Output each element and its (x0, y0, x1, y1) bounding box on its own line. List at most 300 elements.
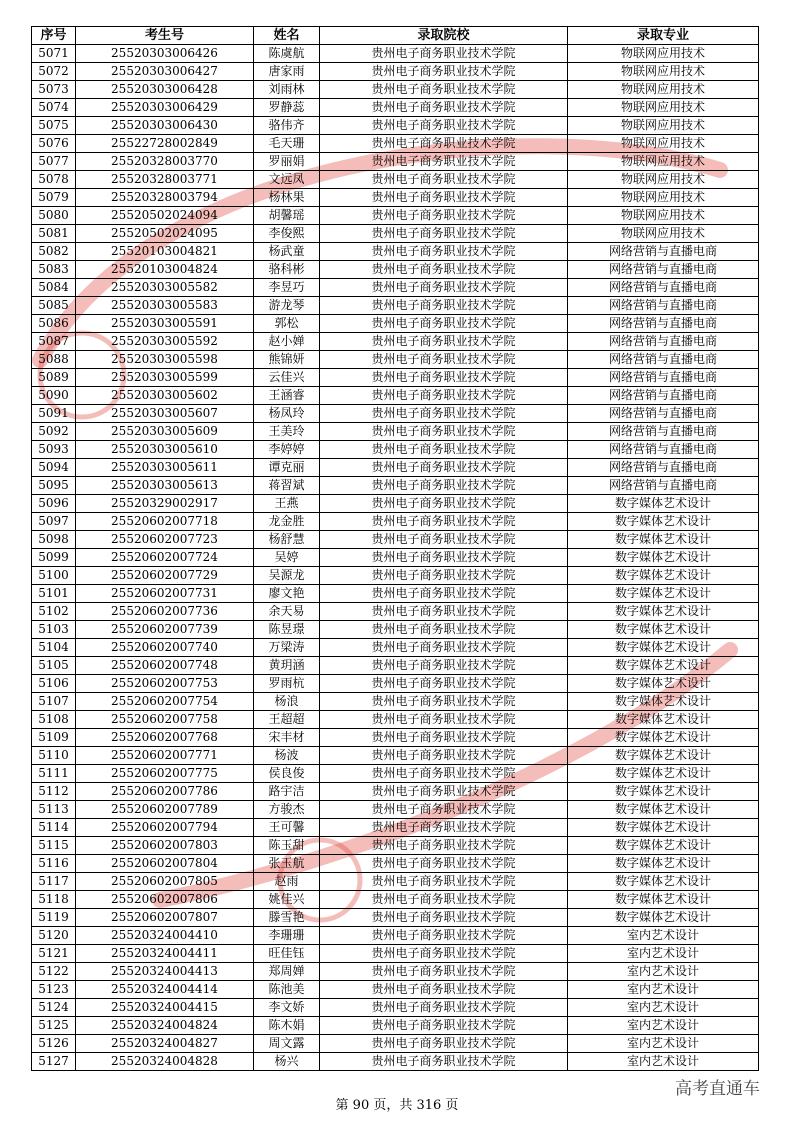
table-row (32, 657, 759, 675)
cell-school: 贵州电子商务职业技术学院 (320, 639, 568, 657)
cell-school: 贵州电子商务职业技术学院 (320, 675, 568, 693)
cell-major: 网络营销与直播电商 (568, 279, 759, 297)
cell-exam-id: 25520602007794 (76, 819, 254, 837)
column-header-major: 录取专业 (568, 27, 759, 45)
cell-seq: 5083 (32, 261, 76, 279)
cell-major: 室内艺术设计 (568, 999, 759, 1017)
cell-exam-id: 25520103004824 (76, 261, 254, 279)
cell-school: 贵州电子商务职业技术学院 (320, 1035, 568, 1053)
cell-name: 王燕 (254, 495, 320, 513)
table-row (32, 549, 759, 567)
cell-school: 贵州电子商务职业技术学院 (320, 63, 568, 81)
cell-name: 罗丽娟 (254, 153, 320, 171)
cell-school: 贵州电子商务职业技术学院 (320, 603, 568, 621)
table-row (32, 441, 759, 459)
table-row (32, 279, 759, 297)
cell-exam-id: 25520324004414 (76, 981, 254, 999)
cell-major: 室内艺术设计 (568, 945, 759, 963)
cell-name: 吴源龙 (254, 567, 320, 585)
cell-seq: 5097 (32, 513, 76, 531)
cell-school: 贵州电子商务职业技术学院 (320, 909, 568, 927)
table-row (32, 963, 759, 981)
table-row (32, 45, 759, 63)
cell-exam-id: 25520328003770 (76, 153, 254, 171)
table-row (32, 1053, 759, 1071)
cell-exam-id: 25520324004828 (76, 1053, 254, 1071)
cell-seq: 5108 (32, 711, 76, 729)
cell-seq: 5076 (32, 135, 76, 153)
cell-school: 贵州电子商务职业技术学院 (320, 99, 568, 117)
cell-exam-id: 25520303005602 (76, 387, 254, 405)
cell-major: 网络营销与直播电商 (568, 243, 759, 261)
cell-name: 陈池美 (254, 981, 320, 999)
cell-exam-id: 25520502024095 (76, 225, 254, 243)
cell-name: 唐家雨 (254, 63, 320, 81)
cell-name: 杨舒慧 (254, 531, 320, 549)
cell-exam-id: 25520328003771 (76, 171, 254, 189)
cell-school: 贵州电子商务职业技术学院 (320, 549, 568, 567)
cell-name: 滕雪艳 (254, 909, 320, 927)
cell-school: 贵州电子商务职业技术学院 (320, 567, 568, 585)
cell-seq: 5092 (32, 423, 76, 441)
cell-seq: 5094 (32, 459, 76, 477)
cell-major: 网络营销与直播电商 (568, 405, 759, 423)
cell-seq: 5114 (32, 819, 76, 837)
cell-name: 杨凤玲 (254, 405, 320, 423)
cell-school: 贵州电子商务职业技术学院 (320, 279, 568, 297)
cell-seq: 5088 (32, 351, 76, 369)
cell-seq: 5084 (32, 279, 76, 297)
cell-seq: 5071 (32, 45, 76, 63)
cell-exam-id: 25522728002849 (76, 135, 254, 153)
cell-exam-id: 25520324004411 (76, 945, 254, 963)
cell-name: 李文娇 (254, 999, 320, 1017)
cell-seq: 5104 (32, 639, 76, 657)
cell-school: 贵州电子商务职业技术学院 (320, 801, 568, 819)
cell-seq: 5073 (32, 81, 76, 99)
cell-major: 数字媒体艺术设计 (568, 873, 759, 891)
cell-exam-id: 25520602007786 (76, 783, 254, 801)
cell-exam-id: 25520303005607 (76, 405, 254, 423)
cell-major: 数字媒体艺术设计 (568, 837, 759, 855)
table-row (32, 117, 759, 135)
table-row (32, 243, 759, 261)
table-row (32, 675, 759, 693)
cell-exam-id: 25520303006428 (76, 81, 254, 99)
cell-school: 贵州电子商务职业技术学院 (320, 531, 568, 549)
cell-school: 贵州电子商务职业技术学院 (320, 765, 568, 783)
cell-seq: 5075 (32, 117, 76, 135)
cell-school: 贵州电子商务职业技术学院 (320, 1053, 568, 1071)
table-row (32, 225, 759, 243)
table-row (32, 63, 759, 81)
cell-seq: 5072 (32, 63, 76, 81)
cell-seq: 5089 (32, 369, 76, 387)
cell-seq: 5106 (32, 675, 76, 693)
column-header-exam-id: 考生号 (76, 27, 254, 45)
cell-name: 王涵睿 (254, 387, 320, 405)
cell-exam-id: 25520602007748 (76, 657, 254, 675)
cell-major: 数字媒体艺术设计 (568, 621, 759, 639)
cell-name: 杨兴 (254, 1053, 320, 1071)
cell-seq: 5074 (32, 99, 76, 117)
cell-exam-id: 25520602007736 (76, 603, 254, 621)
table-header-row (32, 27, 759, 45)
table-row (32, 171, 759, 189)
cell-seq: 5078 (32, 171, 76, 189)
cell-exam-id: 25520328003794 (76, 189, 254, 207)
cell-school: 贵州电子商务职业技术学院 (320, 747, 568, 765)
admission-table-container (31, 26, 758, 1071)
cell-name: 熊锦妍 (254, 351, 320, 369)
cell-name: 黄玥涵 (254, 657, 320, 675)
cell-exam-id: 25520303005582 (76, 279, 254, 297)
cell-seq: 5082 (32, 243, 76, 261)
cell-seq: 5098 (32, 531, 76, 549)
cell-name: 万梁涛 (254, 639, 320, 657)
cell-school: 贵州电子商务职业技术学院 (320, 135, 568, 153)
table-row (32, 135, 759, 153)
cell-name: 路宇洁 (254, 783, 320, 801)
cell-major: 物联网应用技术 (568, 63, 759, 81)
cell-major: 网络营销与直播电商 (568, 315, 759, 333)
table-row (32, 513, 759, 531)
cell-seq: 5115 (32, 837, 76, 855)
cell-name: 旺佳钰 (254, 945, 320, 963)
cell-major: 数字媒体艺术设计 (568, 729, 759, 747)
cell-seq: 5085 (32, 297, 76, 315)
table-row (32, 459, 759, 477)
cell-school: 贵州电子商务职业技术学院 (320, 873, 568, 891)
cell-name: 刘雨林 (254, 81, 320, 99)
cell-seq: 5105 (32, 657, 76, 675)
cell-school: 贵州电子商务职业技术学院 (320, 963, 568, 981)
cell-seq: 5095 (32, 477, 76, 495)
cell-school: 贵州电子商务职业技术学院 (320, 1017, 568, 1035)
cell-seq: 5120 (32, 927, 76, 945)
cell-seq: 5087 (32, 333, 76, 351)
table-row (32, 927, 759, 945)
cell-seq: 5123 (32, 981, 76, 999)
cell-exam-id: 25520303006429 (76, 99, 254, 117)
table-row (32, 639, 759, 657)
cell-major: 数字媒体艺术设计 (568, 675, 759, 693)
cell-seq: 5107 (32, 693, 76, 711)
table-row (32, 189, 759, 207)
cell-exam-id: 25520502024094 (76, 207, 254, 225)
cell-school: 贵州电子商务职业技术学院 (320, 693, 568, 711)
cell-major: 网络营销与直播电商 (568, 297, 759, 315)
cell-seq: 5091 (32, 405, 76, 423)
table-row (32, 1035, 759, 1053)
cell-name: 王美玲 (254, 423, 320, 441)
cell-name: 游龙琴 (254, 297, 320, 315)
cell-seq: 5090 (32, 387, 76, 405)
table-row (32, 297, 759, 315)
cell-school: 贵州电子商务职业技术学院 (320, 837, 568, 855)
cell-exam-id: 25520103004821 (76, 243, 254, 261)
cell-seq: 5119 (32, 909, 76, 927)
cell-seq: 5126 (32, 1035, 76, 1053)
table-row (32, 423, 759, 441)
cell-major: 网络营销与直播电商 (568, 333, 759, 351)
table-row (32, 945, 759, 963)
cell-exam-id: 25520602007807 (76, 909, 254, 927)
cell-major: 数字媒体艺术设计 (568, 495, 759, 513)
table-row (32, 837, 759, 855)
cell-name: 张玉航 (254, 855, 320, 873)
cell-name: 陈昱璟 (254, 621, 320, 639)
table-row (32, 855, 759, 873)
cell-name: 杨浪 (254, 693, 320, 711)
cell-seq: 5121 (32, 945, 76, 963)
cell-school: 贵州电子商务职业技术学院 (320, 333, 568, 351)
cell-exam-id: 25520602007771 (76, 747, 254, 765)
cell-school: 贵州电子商务职业技术学院 (320, 243, 568, 261)
cell-exam-id: 25520303005591 (76, 315, 254, 333)
cell-exam-id: 25520303006427 (76, 63, 254, 81)
cell-major: 数字媒体艺术设计 (568, 567, 759, 585)
cell-exam-id: 25520303005611 (76, 459, 254, 477)
cell-major: 数字媒体艺术设计 (568, 783, 759, 801)
cell-seq: 5112 (32, 783, 76, 801)
cell-name: 李珊珊 (254, 927, 320, 945)
cell-exam-id: 25520602007731 (76, 585, 254, 603)
cell-exam-id: 25520602007718 (76, 513, 254, 531)
cell-exam-id: 25520303005609 (76, 423, 254, 441)
cell-exam-id: 25520602007803 (76, 837, 254, 855)
cell-major: 网络营销与直播电商 (568, 423, 759, 441)
cell-major: 网络营销与直播电商 (568, 369, 759, 387)
cell-school: 贵州电子商务职业技术学院 (320, 585, 568, 603)
cell-school: 贵州电子商务职业技术学院 (320, 189, 568, 207)
cell-school: 贵州电子商务职业技术学院 (320, 459, 568, 477)
cell-name: 骆伟齐 (254, 117, 320, 135)
cell-exam-id: 25520602007729 (76, 567, 254, 585)
table-row (32, 981, 759, 999)
cell-exam-id: 25520303005592 (76, 333, 254, 351)
cell-exam-id: 25520303006426 (76, 45, 254, 63)
cell-exam-id: 25520602007740 (76, 639, 254, 657)
table-row (32, 495, 759, 513)
cell-major: 数字媒体艺术设计 (568, 639, 759, 657)
cell-seq: 5080 (32, 207, 76, 225)
table-row (32, 99, 759, 117)
cell-school: 贵州电子商务职业技术学院 (320, 387, 568, 405)
cell-name: 罗静蕊 (254, 99, 320, 117)
cell-seq: 5109 (32, 729, 76, 747)
table-row (32, 891, 759, 909)
cell-name: 廖文艳 (254, 585, 320, 603)
cell-exam-id: 25520329002917 (76, 495, 254, 513)
cell-seq: 5103 (32, 621, 76, 639)
cell-name: 吴婷 (254, 549, 320, 567)
cell-school: 贵州电子商务职业技术学院 (320, 261, 568, 279)
cell-exam-id: 25520324004410 (76, 927, 254, 945)
cell-major: 物联网应用技术 (568, 207, 759, 225)
cell-major: 数字媒体艺术设计 (568, 585, 759, 603)
cell-name: 周文露 (254, 1035, 320, 1053)
cell-exam-id: 25520602007723 (76, 531, 254, 549)
cell-name: 余天易 (254, 603, 320, 621)
table-row (32, 783, 759, 801)
cell-school: 贵州电子商务职业技术学院 (320, 729, 568, 747)
cell-seq: 5116 (32, 855, 76, 873)
cell-name: 李婷婷 (254, 441, 320, 459)
table-row (32, 1017, 759, 1035)
cell-name: 李俊熙 (254, 225, 320, 243)
cell-school: 贵州电子商务职业技术学院 (320, 495, 568, 513)
cell-seq: 5100 (32, 567, 76, 585)
cell-major: 网络营销与直播电商 (568, 387, 759, 405)
cell-major: 室内艺术设计 (568, 1017, 759, 1035)
cell-seq: 5118 (32, 891, 76, 909)
cell-major: 物联网应用技术 (568, 153, 759, 171)
table-row (32, 567, 759, 585)
table-row (32, 711, 759, 729)
cell-seq: 5102 (32, 603, 76, 621)
cell-exam-id: 25520602007804 (76, 855, 254, 873)
cell-major: 物联网应用技术 (568, 45, 759, 63)
column-header-name: 姓名 (254, 27, 320, 45)
cell-major: 数字媒体艺术设计 (568, 657, 759, 675)
table-row (32, 765, 759, 783)
cell-exam-id: 25520324004413 (76, 963, 254, 981)
cell-major: 物联网应用技术 (568, 171, 759, 189)
cell-school: 贵州电子商务职业技术学院 (320, 117, 568, 135)
cell-name: 赵小婵 (254, 333, 320, 351)
cell-major: 数字媒体艺术设计 (568, 513, 759, 531)
cell-name: 毛天珊 (254, 135, 320, 153)
cell-school: 贵州电子商务职业技术学院 (320, 297, 568, 315)
cell-name: 王可馨 (254, 819, 320, 837)
cell-name: 文远凤 (254, 171, 320, 189)
table-row (32, 603, 759, 621)
table-row (32, 729, 759, 747)
cell-major: 数字媒体艺术设计 (568, 747, 759, 765)
cell-seq: 5081 (32, 225, 76, 243)
cell-name: 宋丰材 (254, 729, 320, 747)
cell-major: 数字媒体艺术设计 (568, 891, 759, 909)
cell-name: 杨波 (254, 747, 320, 765)
cell-exam-id: 25520303005613 (76, 477, 254, 495)
table-row (32, 315, 759, 333)
table-row (32, 207, 759, 225)
column-header-seq: 序号 (32, 27, 76, 45)
cell-major: 物联网应用技术 (568, 81, 759, 99)
cell-major: 物联网应用技术 (568, 189, 759, 207)
table-row (32, 387, 759, 405)
cell-major: 数字媒体艺术设计 (568, 603, 759, 621)
cell-major: 数字媒体艺术设计 (568, 549, 759, 567)
cell-exam-id: 25520602007754 (76, 693, 254, 711)
cell-exam-id: 25520602007753 (76, 675, 254, 693)
table-row (32, 999, 759, 1017)
cell-school: 贵州电子商务职业技术学院 (320, 855, 568, 873)
cell-school: 贵州电子商务职业技术学院 (320, 999, 568, 1017)
cell-school: 贵州电子商务职业技术学院 (320, 819, 568, 837)
cell-school: 贵州电子商务职业技术学院 (320, 891, 568, 909)
cell-seq: 5099 (32, 549, 76, 567)
table-row (32, 873, 759, 891)
cell-major: 物联网应用技术 (568, 117, 759, 135)
table-body (32, 45, 759, 1071)
cell-school: 贵州电子商务职业技术学院 (320, 711, 568, 729)
table-row (32, 333, 759, 351)
table-row (32, 351, 759, 369)
cell-seq: 5122 (32, 963, 76, 981)
cell-major: 室内艺术设计 (568, 963, 759, 981)
cell-school: 贵州电子商务职业技术学院 (320, 621, 568, 639)
cell-exam-id: 25520602007789 (76, 801, 254, 819)
cell-major: 数字媒体艺术设计 (568, 531, 759, 549)
cell-major: 室内艺术设计 (568, 927, 759, 945)
cell-name: 谭克丽 (254, 459, 320, 477)
table-row (32, 801, 759, 819)
cell-exam-id: 25520303006430 (76, 117, 254, 135)
cell-major: 室内艺术设计 (568, 1035, 759, 1053)
cell-school: 贵州电子商务职业技术学院 (320, 657, 568, 675)
cell-major: 数字媒体艺术设计 (568, 855, 759, 873)
cell-major: 室内艺术设计 (568, 981, 759, 999)
cell-name: 李昱巧 (254, 279, 320, 297)
cell-name: 赵雨 (254, 873, 320, 891)
cell-major: 网络营销与直播电商 (568, 261, 759, 279)
cell-name: 郭松 (254, 315, 320, 333)
cell-name: 侯良俊 (254, 765, 320, 783)
cell-school: 贵州电子商务职业技术学院 (320, 981, 568, 999)
cell-major: 网络营销与直播电商 (568, 477, 759, 495)
table-row (32, 261, 759, 279)
cell-exam-id: 25520602007724 (76, 549, 254, 567)
cell-seq: 5096 (32, 495, 76, 513)
cell-name: 陈玉甜 (254, 837, 320, 855)
cell-seq: 5079 (32, 189, 76, 207)
cell-exam-id: 25520602007775 (76, 765, 254, 783)
admission-table (31, 26, 759, 1071)
cell-school: 贵州电子商务职业技术学院 (320, 369, 568, 387)
cell-school: 贵州电子商务职业技术学院 (320, 81, 568, 99)
table-row (32, 819, 759, 837)
cell-major: 物联网应用技术 (568, 135, 759, 153)
cell-exam-id: 25520602007739 (76, 621, 254, 639)
cell-school: 贵州电子商务职业技术学院 (320, 945, 568, 963)
cell-name: 姚佳兴 (254, 891, 320, 909)
cell-school: 贵州电子商务职业技术学院 (320, 927, 568, 945)
cell-seq: 5101 (32, 585, 76, 603)
cell-school: 贵州电子商务职业技术学院 (320, 513, 568, 531)
cell-seq: 5117 (32, 873, 76, 891)
table-row (32, 81, 759, 99)
cell-exam-id: 25520602007758 (76, 711, 254, 729)
table-row (32, 405, 759, 423)
cell-school: 贵州电子商务职业技术学院 (320, 45, 568, 63)
table-row (32, 621, 759, 639)
cell-exam-id: 25520602007806 (76, 891, 254, 909)
cell-name: 王超超 (254, 711, 320, 729)
cell-exam-id: 25520602007805 (76, 873, 254, 891)
cell-exam-id: 25520324004827 (76, 1035, 254, 1053)
cell-seq: 5124 (32, 999, 76, 1017)
cell-name: 胡馨瑶 (254, 207, 320, 225)
table-row (32, 693, 759, 711)
cell-seq: 5113 (32, 801, 76, 819)
cell-seq: 5077 (32, 153, 76, 171)
cell-name: 郑周婵 (254, 963, 320, 981)
cell-name: 罗雨杭 (254, 675, 320, 693)
cell-name: 云佳兴 (254, 369, 320, 387)
cell-major: 数字媒体艺术设计 (568, 819, 759, 837)
